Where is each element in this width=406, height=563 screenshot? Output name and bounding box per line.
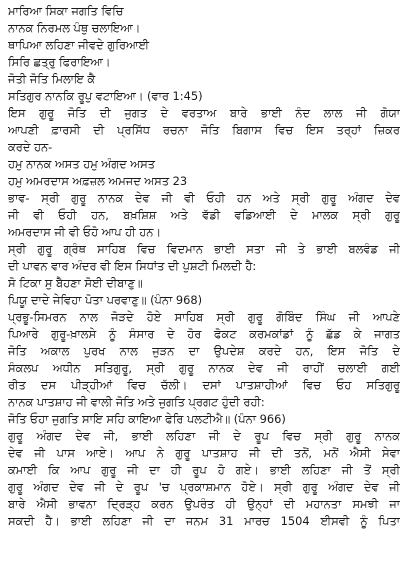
quote-line: ਹਮੁ ਅਮਰਦਾਸ ਅਫ਼ਜ਼ਲ ਅਮਜਦ ਅਸਤ 23 — [8, 174, 188, 188]
quote-line-citation: ਜੋਤਿ ਓਹਾ ਜੁਗਤਿ ਸਾਇ ਸਹਿ ਕਾਇਆ ਫੇਰਿ ਪਲਟੀਐ॥ (ਪੰਨਾ 966) — [8, 412, 286, 426]
paragraph-line: ਸ੍ਰੀ ਗੁਰੂ ਗ੍ਰੰਥ ਸਾਹਿਬ ਵਿਚ ਵਿਦਮਾਨ ਭਾਈ ਸਤਾ ਜੀ ਤੇ ਭਾਈ ਬਲਵੰਡ ਜੀ — [8, 242, 400, 256]
paragraph-line: ਦੇਵ ਜੀ ਪਾਸ ਆਏ। ਆਪ ਨੇ ਗੁਰੂ ਪਾਤਸ਼ਾਹ ਜੀ ਦੀ ਤਨੋਂ, ਮਨੋਂ ਐਸੀ ਸੇਵਾ — [8, 446, 400, 460]
paragraph-line: ਕਮਾਈ ਕਿ ਆਪ ਗੁਰੂ ਜੀ ਦਾ ਹੀ ਰੂਪ ਹੋ ਗਏ। ਭਾਈ ਲਹਿਣਾ ਜੀ ਤੋਂ ਸ੍ਰੀ — [8, 463, 400, 477]
paragraph-line: ਭਾਵ- ਸ੍ਰੀ ਗੁਰੂ ਨਾਨਕ ਦੇਵ ਜੀ ਵੀ ਓਹੀ ਹਨ ਅਤੇ ਸ੍ਰੀ ਗੁਰੂ ਅੰਗਦ ਦੇਵ — [8, 191, 400, 205]
quote-line: ਸੋ ਟਿਕਾ ਸੁ ਬੈਹਣਾ ਸੋਈ ਦੀਬਾਣੁ॥ — [8, 276, 143, 290]
paragraph-line: ਜੀ ਵੀ ਓਹੀ ਹਨ, ਬਖ਼ਸ਼ਿਸ਼ ਅਤੇ ਵੱਡੀ ਵਡਿਆਈ ਦੇ ਮਾਲਕ ਸ੍ਰੀ ਗੁਰੂ — [8, 208, 400, 222]
paragraph-line: ਅਮਰਦਾਸ ਜੀ ਵੀ ਓਹੋ ਆਪ ਹੀ ਹਨ। — [8, 225, 161, 239]
paragraph-line: ਜੋਤਿ ਅਕਾਲ ਪੁਰਖ ਨਾਲ ਜੁੜਨ ਦਾ ਉਪਦੇਸ਼ ਕਰਦੇ ਹਨ, ਇਸ ਜੋਤਿ ਦੇ — [8, 344, 400, 358]
paragraph-line: ਸੰਕਲਪ ਅਧੀਨ ਸਤਿਗੁਰੂ, ਸ੍ਰੀ ਗੁਰੂ ਨਾਨਕ ਦੇਵ ਜੀ ਰਾਹੀਂ ਚਲਾਈ ਗਈ — [8, 361, 400, 375]
paragraph-line: ਪ੍ਰਭੂ-ਸਿਮਰਨ ਨਾਲ ਜੋੜਦੇ ਹੋਏ ਸਾਹਿਬ ਸ੍ਰੀ ਗੁਰੂ ਗੋਬਿੰਦ ਸਿੰਘ ਜੀ ਆਪਣੇ — [8, 310, 400, 324]
paragraph-line: ਗੁਰੂ ਅੰਗਦ ਦੇਵ ਜੀ ਦੇ ਰੂਪ 'ਚ ਪ੍ਰਕਾਸ਼ਮਾਨ ਹੋਏ। ਸ੍ਰੀ ਗੁਰੂ ਅੰਗਦ ਦੇਵ ਜੀ — [8, 480, 400, 494]
paragraph-line: ਨਾਨਕ ਪਾਤਸ਼ਾਹ ਜੀ ਵਾਲੀ ਜੋਤਿ ਅਤੇ ਜੁਗਤਿ ਪ੍ਰਗਟ ਹੁੰਦੀ ਰਹੀ: — [8, 395, 265, 409]
quote-line-citation: ਪਿਯੂ ਦਾਦੇ ਜੇਵਿਹਾ ਪੋਤਾ ਪਰਵਾਣੁ॥ (ਪੰਨਾ 968) — [8, 293, 203, 307]
paragraph-line: ਕਰਦੇ ਹਨ- — [8, 140, 53, 154]
paragraph-line: ਦੀ ਪਾਵਨ ਵਾਰ ਅੰਦਰ ਵੀ ਇਸ ਸਿਧਾਂਤ ਦੀ ਪੁਸ਼ਟੀ ਮਿਲਦੀ ਹੈ: — [8, 259, 257, 273]
verse-line: ਮਾਰਿਆ ਸਿਕਾ ਜਗਤਿ ਵਿਚਿ — [8, 4, 124, 18]
paragraph-line: ਬਾਰੇ ਐਸੀ ਭਾਵਨਾ ਦ੍ਰਿੜ੍ਹ ਕਰਨ ਉਪਰੰਤ ਹੀ ਉਨ੍ਹਾਂ ਦੀ ਮਹਾਨਤਾ ਸਮਝੀ ਜਾ — [8, 497, 400, 511]
verse-line: ਸਿਰਿ ਛਤ੍ਰੁ ਫਿਰਾਇਆ। — [8, 55, 111, 69]
verse-line-citation: ਸਤਿਗੁਰ ਨਾਨਕਿ ਰੂਪੁ ਵਟਾਇਆ। (ਵਾਰ 1:45) — [8, 89, 203, 103]
paragraph-line: ਪਿਆਰੇ ਗੁਰੂ-ਖ਼ਾਲਸੇ ਨੂੰ ਸੰਸਾਰ ਦੇ ਹੋਰ ਫੋਕਟ ਕਰਮਕਾਂਡਾਂ ਨੂੰ ਛੱਡ ਕੇ ਜਾਗਤ — [8, 327, 400, 341]
verse-line: ਥਾਪਿਆ ਲਹਿਣਾ ਜੀਵਦੇ ਗੁਰਿਆਈ — [8, 38, 149, 52]
paragraph-line: ਆਪਣੀ ਫ਼ਾਰਸੀ ਦੀ ਪ੍ਰਸਿੱਧ ਰਚਨਾ ਜੋਤਿ ਬਿਗਾਸ ਵਿਚ ਇਸ ਤਰ੍ਹਾਂ ਜ਼ਿਕਰ — [8, 123, 400, 137]
paragraph-line: ਸਕਦੀ ਹੈ। ਭਾਈ ਲਹਿਣਾ ਜੀ ਦਾ ਜਨਮ 31 ਮਾਰਚ 1504 ਈਸਵੀ ਨੂੰ ਪਿਤਾ — [8, 514, 400, 528]
paragraph-line: ਇਸ ਗੁਰੂ ਜੋਤਿ ਦੀ ਜੁਗਤ ਦੇ ਵਰਤਾਅ ਬਾਰੇ ਭਾਈ ਨੰਦ ਲਾਲ ਜੀ ਗੋਯਾ — [8, 106, 400, 120]
verse-line: ਨਾਨਕ ਨਿਰਮਲ ਪੰਥੁ ਚਲਾਇਆ। — [8, 21, 141, 35]
paragraph-line: ਗੁਰੂ ਅੰਗਦ ਦੇਵ ਜੀ, ਭਾਈ ਲਹਿਣਾ ਜੀ ਦੇ ਰੂਪ ਵਿਚ ਸ੍ਰੀ ਗੁਰੂ ਨਾਨਕ — [8, 429, 400, 443]
verse-line: ਜੋਤੀ ਜੋਤਿ ਮਿਲਾਇ ਕੈ — [8, 72, 96, 86]
paragraph-line: ਰੀਤ ਦਸ ਪੀੜ੍ਹੀਆਂ ਵਿਚ ਚੱਲੀ। ਦਸਾਂ ਪਾਤਸ਼ਾਹੀਆਂ ਵਿਚ ਓਹ ਸਤਿਗੁਰੂ — [8, 378, 400, 392]
quote-line: ਹਮੁ ਨਾਨਕ ਅਸਤ ਹਮੁ ਅੰਗਦ ਅਸਤ — [8, 157, 155, 171]
